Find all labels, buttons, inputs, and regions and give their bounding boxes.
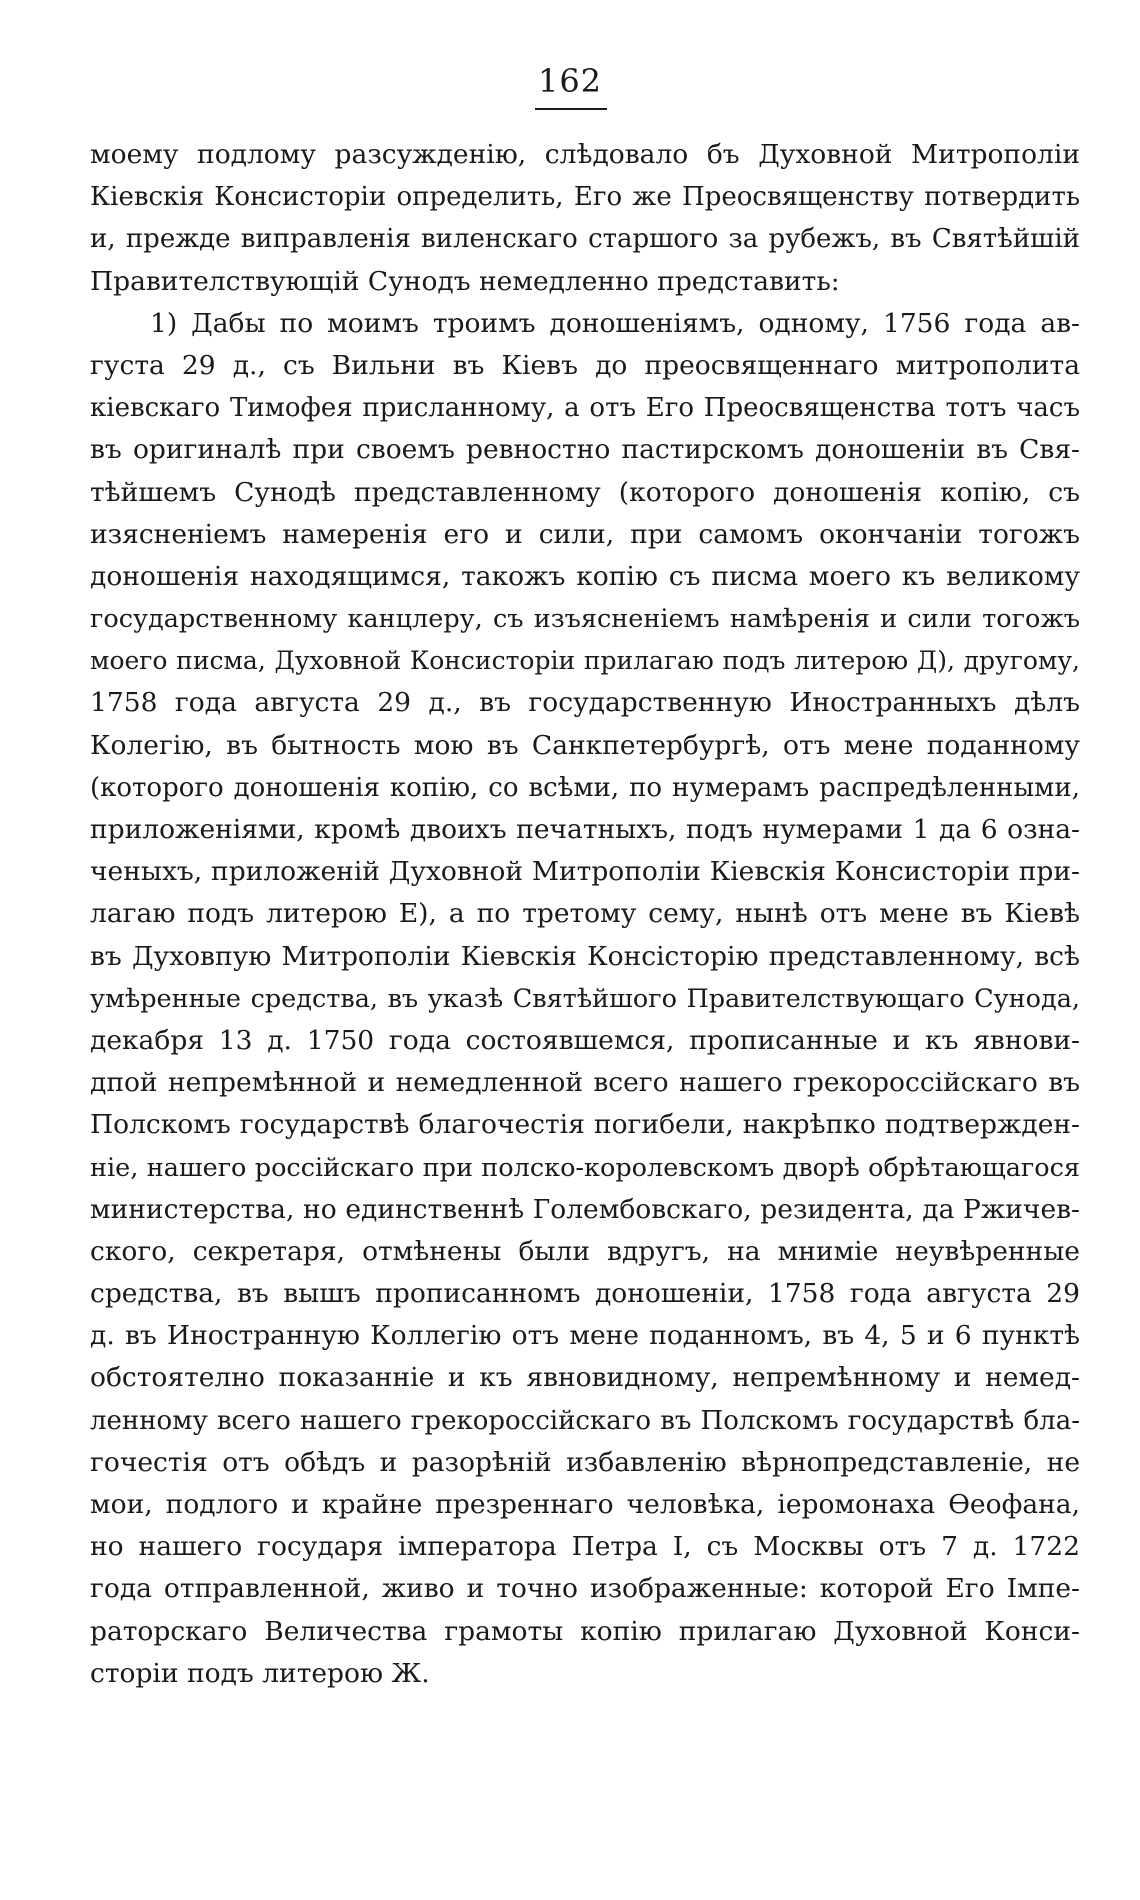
text-line: въ Духовпую Митрополіи Кіевскія Консісторію представленному, всѣ — [90, 940, 1080, 972]
text-line: ленному всего нашего грекороссійскаго въ Полскомъ государствѣ бла- — [90, 1405, 1080, 1436]
text-line: дпой непремѣнной и немедленной всего нашего грекороссійскаго въ — [90, 1067, 1080, 1099]
text-line: въ оригиналѣ при своемъ ревностно пастирскомъ доношеніи въ Свя- — [90, 434, 1080, 466]
text-line: лагаю подъ литерою Е), а по третому сему, нынѣ отъ мене въ Кіевѣ — [90, 898, 1080, 930]
text-line: средства, въ вышъ прописанномъ доношеніи, 1758 года августа 29 — [90, 1278, 1080, 1310]
text-line: д. въ Иностранную Коллегію отъ мене поданномъ, въ 4, 5 и 6 пунктѣ — [90, 1320, 1080, 1352]
text-line: ніе, нашего россійскаго при полско-королевскомъ дворѣ обрѣтающагося — [90, 1152, 1080, 1183]
text-line: Колегію, въ бытность мою въ Санкпетербургѣ, отъ мене поданному — [90, 729, 1080, 761]
text-line: 1) Дабы по моимъ троимъ доношеніямъ, одному, 1756 года ав- — [150, 307, 1080, 339]
text-line: и, прежде виправленія виленскаго старшого за рубежъ, въ Святѣйшій — [90, 224, 1080, 255]
text-line: моего писма, Духовной Консисторіи прилагаю подъ литерою Д), другому, — [90, 646, 1080, 676]
text-line: изясненіемъ намеренія его и сили, при самомъ окончаніи тогожъ — [90, 518, 1080, 550]
text-line: министерства, но единственнѣ Голембовскаго, резидента, да Ржичев- — [90, 1193, 1080, 1225]
text-line: умѣренные средства, въ указѣ Святѣйшого Правителствующаго Сунода, — [90, 983, 1080, 1014]
body-text — [90, 134, 1080, 1695]
text-line: года отправленной, живо и точно изображенные: которой Его Імпе- — [90, 1573, 1080, 1605]
text-line: гочестія отъ обѣдъ и разорѣній избавленію вѣрнопредставленіе, не — [90, 1446, 1080, 1478]
page-number-rule — [535, 108, 607, 110]
text-line: 1758 года августа 29 д., въ государственную Иностранныхъ дѣлъ — [90, 687, 1080, 719]
text-line: декабря 13 д. 1750 года состоявшемся, прописанные и къ явнови- — [90, 1024, 1080, 1056]
text-line: мои, подлого и крайне презреннаго человѣка, іеромонаха Ѳеофана, — [90, 1489, 1080, 1520]
text-line: моему подлому разсужденію, слѣдовало бъ Духовной Митрополіи — [90, 139, 1080, 170]
text-line: ского, секретаря, отмѣнены были вдругъ, на мниміе неувѣренные — [90, 1235, 1080, 1267]
text-line: приложеніями, кромѣ двоихъ печатныхъ, подъ нумерами 1 да 6 озна- — [90, 814, 1080, 845]
text-line: но нашего государя імператора Петра I, съ Москвы отъ 7 д. 1722 — [90, 1531, 1080, 1563]
text-line: сторіи подъ литерою Ж. — [90, 1657, 430, 1689]
text-line: густа 29 д., съ Вильни въ Кіевъ до преосвященнаго митрополита — [90, 349, 1080, 381]
text-line: Кіевскія Консисторіи определить, Его же Преосвященству потвердить — [90, 182, 1080, 213]
text-line: Правителствующій Сунодъ немедленно представить: — [90, 265, 840, 297]
text-line: ченыхъ, приложеній Духовной Митрополіи Кіевскія Консисторіи при- — [90, 856, 1080, 888]
text-line: кіевскаго Тимофея присланному, а отъ Его Преосвященства тотъ часъ — [90, 393, 1080, 424]
text-line: доношенія находящимся, такожъ копію съ писма моего къ великому — [90, 560, 1080, 592]
text-line: обстоятелно показанніе и къ явновидному, непремѣнному и немед- — [90, 1362, 1080, 1394]
text-line: государственному канцлеру, съ изъясненіемъ намѣренія и сили тогожъ — [90, 604, 1080, 635]
text-line: Полскомъ государствѣ благочестія погибели, накрѣпко подтвержден- — [90, 1109, 1080, 1141]
text-line: тѣйшемъ Сунодѣ представленному (которого доношенія копію, съ — [90, 476, 1080, 508]
page-number: 162 — [537, 62, 603, 100]
text-line: (которого доношенія копію, со всѣми, по нумерамъ распредѣленными, — [90, 772, 1080, 803]
text-line: раторскаго Величества грамоты копію прилагаю Духовной Конси- — [90, 1615, 1080, 1647]
